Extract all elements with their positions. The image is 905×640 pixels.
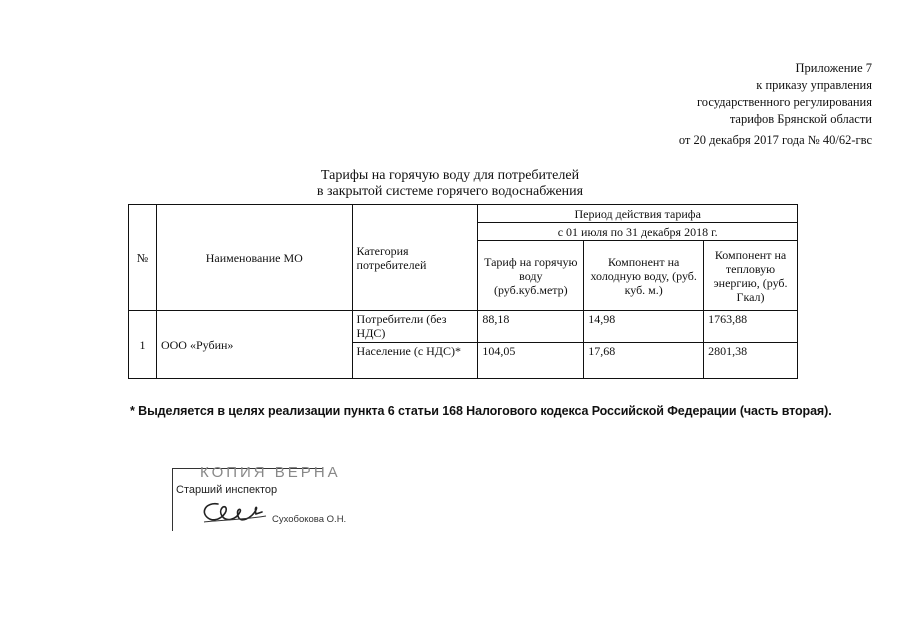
row-tariff: 104,05 — [478, 343, 584, 379]
tariff-table — [128, 204, 798, 379]
agency-line: государственного регулирования — [696, 95, 872, 109]
footnote: * Выделяется в целях реализации пункта 6 статьи 168 Налогового кодекса Российской Федерации (часть вторая). — [130, 404, 832, 418]
stamp-title: КОПИЯ ВЕРНА — [200, 464, 341, 481]
header-mo-name: Наименование МО — [156, 205, 352, 311]
row-mo-name: ООО «Рубин» — [156, 311, 352, 379]
agency-line-2: тарифов Брянской области — [729, 112, 872, 126]
title-line-1: Тарифы на горячую воду для потребителей — [320, 168, 580, 183]
table-row — [129, 311, 798, 343]
stamp-role: Старший инспектор — [176, 484, 278, 496]
row-cold: 17,68 — [584, 343, 704, 379]
order-date: от 20 декабря 2017 года № 40/62-гвс — [678, 133, 872, 147]
document-title — [250, 168, 650, 200]
header-tariff: Тариф на горячую воду (руб.куб.метр) — [478, 241, 584, 311]
row-category: Потребители (без НДС) — [352, 311, 478, 343]
header-heat-component: Компонент на тепловую энергию, (руб. Гкал) — [704, 241, 798, 311]
header-period: Период действия тарифа — [478, 205, 798, 223]
appendix-header — [679, 60, 872, 149]
header-category: Категория потребителей — [352, 205, 478, 311]
row-heat: 1763,88 — [704, 311, 798, 343]
row-category: Население (с НДС)* — [352, 343, 478, 379]
row-tariff: 88,18 — [478, 311, 584, 343]
appendix-number: Приложение 7 — [795, 61, 872, 75]
row-number: 1 — [129, 311, 157, 379]
copy-stamp — [168, 460, 383, 532]
stamp-name: Сухобокова О.Н. — [272, 514, 347, 525]
header-period-dates: с 01 июля по 31 декабря 2018 г. — [478, 223, 798, 241]
header-number: № — [129, 205, 157, 311]
row-cold: 14,98 — [584, 311, 704, 343]
signature-icon — [196, 494, 276, 530]
order-reference: к приказу управления — [756, 78, 872, 92]
row-heat: 2801,38 — [704, 343, 798, 379]
header-cold-component: Компонент на холодную воду, (руб. куб. м.) — [584, 241, 704, 311]
title-line-2: в закрытой системе горячего водоснабжения — [316, 184, 584, 199]
